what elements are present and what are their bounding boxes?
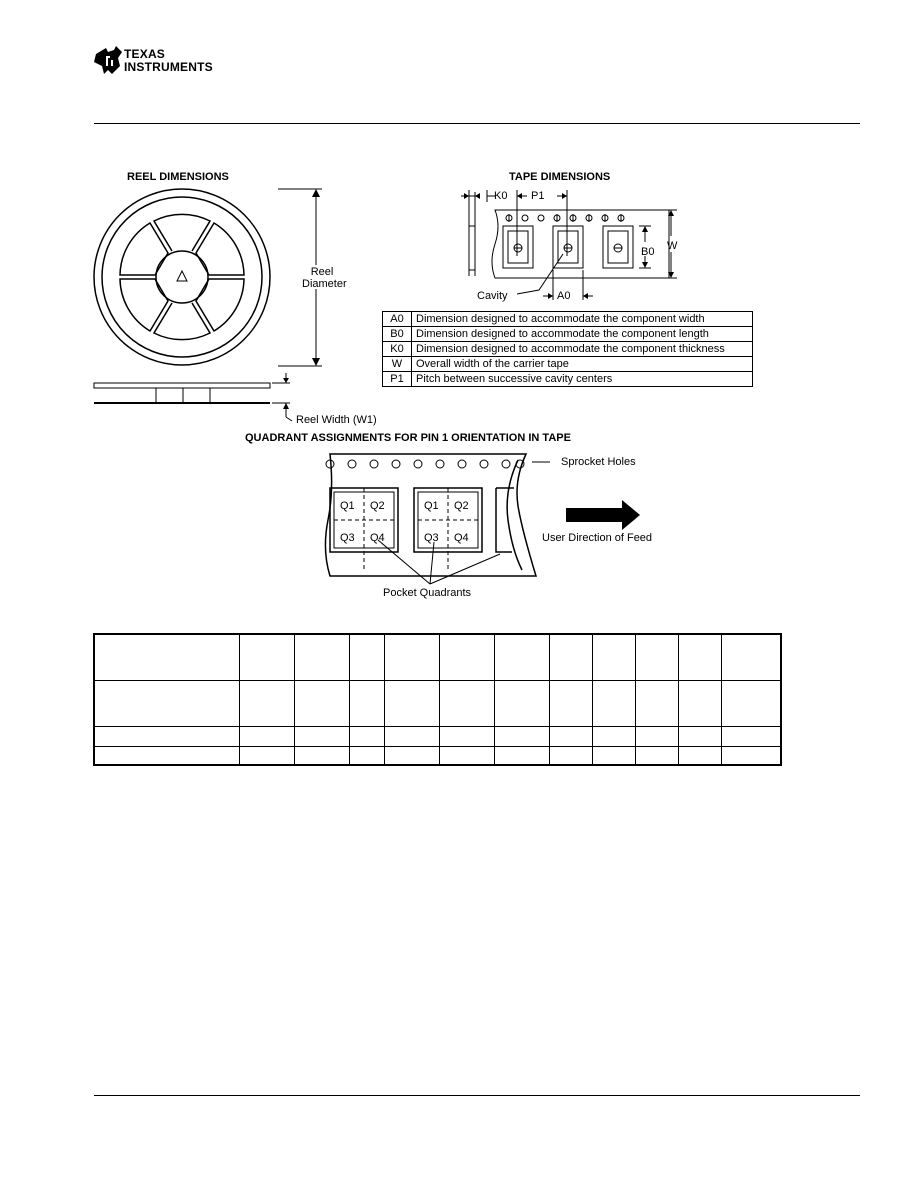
q3-label: Q3 [424, 532, 439, 544]
reel-diameter-line-2: Diameter [302, 278, 347, 290]
reel-diameter-label [302, 266, 347, 290]
tape-reel-info-table [93, 633, 782, 766]
feed-direction-label: User Direction of Feed [542, 532, 653, 544]
definition-row [383, 342, 753, 357]
definition-code: W [383, 357, 412, 372]
quadrant-diagram [318, 450, 658, 590]
q1-label: Q1 [424, 500, 439, 512]
table-row [94, 746, 781, 765]
definition-row [383, 312, 753, 327]
table-row [94, 634, 781, 680]
definition-row [383, 357, 753, 372]
a0-label: A0 [557, 290, 571, 302]
table-row [94, 726, 781, 746]
ti-logo-icon [92, 44, 126, 78]
q3-label: Q3 [340, 532, 355, 544]
definition-row [383, 372, 753, 387]
reel-dimensions-title: REEL DIMENSIONS [127, 171, 229, 183]
pocket-quadrants-label: Pocket Quadrants [383, 587, 472, 599]
w-label: W [667, 240, 678, 252]
definition-desc: Overall width of the carrier tape [412, 357, 753, 372]
cavity-label: Cavity [477, 290, 508, 302]
definition-desc: Dimension designed to accommodate the component width [412, 312, 753, 327]
k0-label: K0 [494, 190, 508, 202]
definition-desc: Dimension designed to accommodate the component thickness [412, 342, 753, 357]
quadrant-title: QUADRANT ASSIGNMENTS FOR PIN 1 ORIENTATION IN TAPE [245, 432, 571, 444]
footer-rule [94, 1095, 860, 1096]
tape-diagram [455, 186, 695, 306]
reel-diagram [90, 185, 390, 425]
definition-code: B0 [383, 327, 412, 342]
q4-label: Q4 [370, 532, 385, 544]
definition-row [383, 327, 753, 342]
table-row [94, 680, 781, 726]
feed-arrow-icon [566, 500, 640, 530]
sprocket-holes-label: Sprocket Holes [561, 456, 636, 468]
reel-width-label: Reel Width (W1) [296, 414, 377, 426]
q1-label: Q1 [340, 500, 355, 512]
brand-line-2: INSTRUMENTS [124, 60, 213, 74]
brand-line-1: TEXAS [124, 47, 166, 61]
reel-diameter-line-1: Reel [310, 266, 334, 278]
q2-label: Q2 [454, 500, 469, 512]
p1-label: P1 [531, 190, 545, 202]
q4-label: Q4 [454, 532, 469, 544]
definition-code: K0 [383, 342, 412, 357]
definition-desc: Dimension designed to accommodate the component length [412, 327, 753, 342]
tape-dimensions-title: TAPE DIMENSIONS [509, 171, 611, 183]
q2-label: Q2 [370, 500, 385, 512]
definition-code: A0 [383, 312, 412, 327]
definition-code: P1 [383, 372, 412, 387]
brand-name [124, 48, 213, 74]
b0-label: B0 [641, 246, 655, 258]
definition-desc: Pitch between successive cavity centers [412, 372, 753, 387]
dimension-definitions-table [382, 311, 753, 387]
header-rule [94, 123, 860, 124]
